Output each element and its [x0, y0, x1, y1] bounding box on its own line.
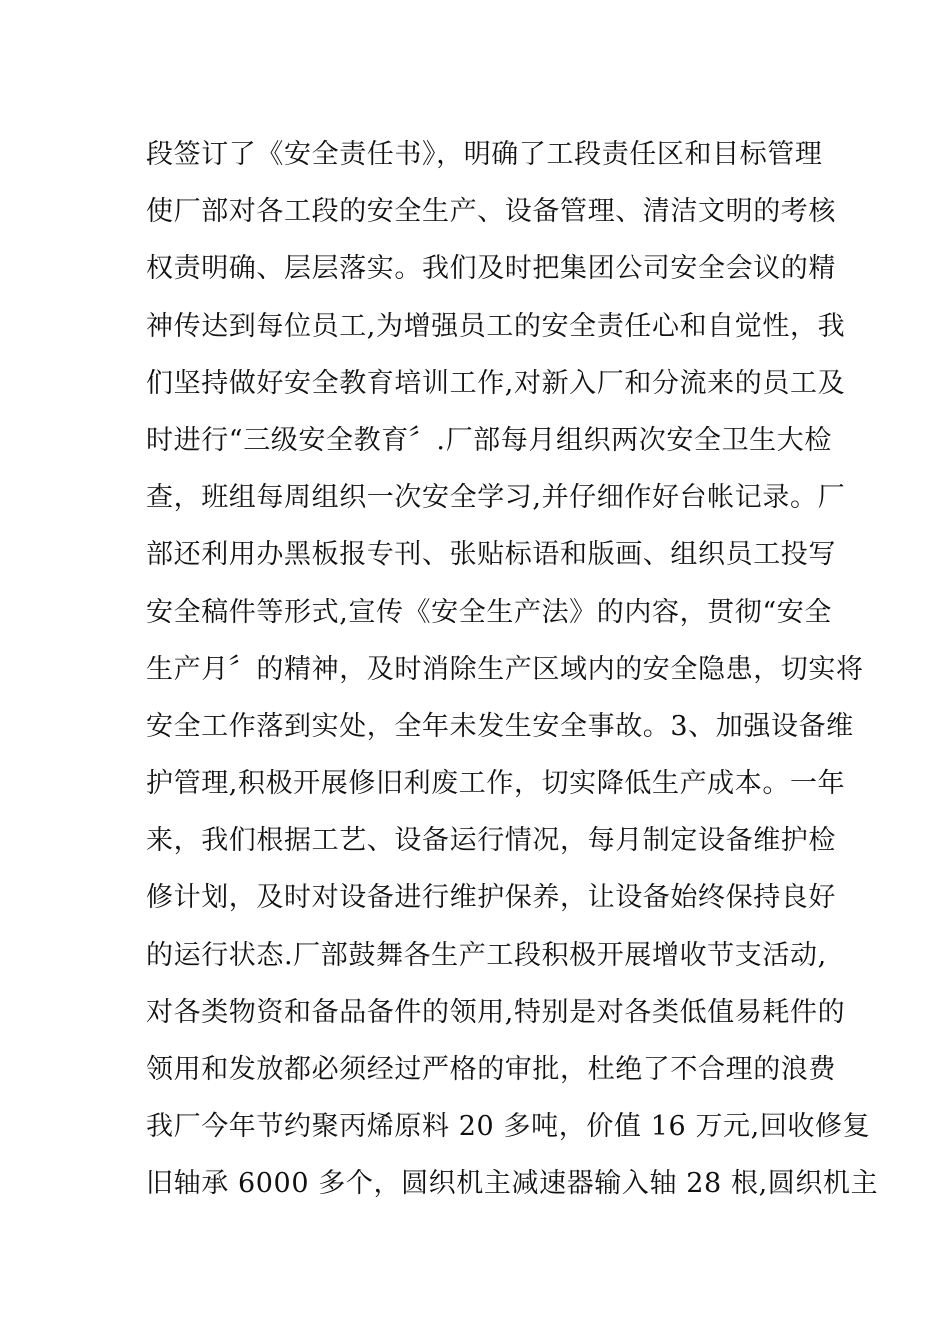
text-line: 旧轴承 6000 多个，圆织机主减速器输入轴 28 根,圆织机主 — [146, 1168, 879, 1200]
text-line: 生产月〞的精神，及时消除生产区域内的安全隐患，切实将 — [146, 653, 864, 685]
text-line: 安全工作落到实处，全年未发生安全事故。3、加强设备维 — [146, 710, 854, 742]
text-line: 修计划，及时对设备进行维护保养，让设备始终保持良好 — [146, 882, 836, 914]
text-line: 段签订了《安全责任书》，明确了工段责任区和目标管理 — [146, 139, 823, 170]
text-line: 领用和发放都必须经过严格的审批，杜绝了不合理的浪费 — [146, 1054, 836, 1085]
text-line: 们坚持做好安全教育培训工作,对新入厂和分流来的员工及 — [146, 367, 846, 399]
text-line: 护管理,积极开展修旧利废工作，切实降低生产成本。一年 — [146, 768, 846, 800]
text-line: 对各类物资和备品备件的领用,特别是对各类低值易耗件的 — [146, 996, 846, 1028]
text-line: 来，我们根据工艺、设备运行情况，每月制定设备维护检 — [146, 825, 836, 857]
text-line: 部还利用办黑板报专刊、张贴标语和版画、组织员工投写 — [146, 539, 836, 571]
text-line: 我厂今年节约聚丙烯原料 20 多吨，价值 16 万元,回收修复 — [146, 1111, 871, 1143]
text-line: 使厂部对各工段的安全生产、设备管理、清洁文明的考核 — [146, 196, 836, 228]
text-line: 神传达到每位员工,为增强员工的安全责任心和自觉性，我 — [146, 310, 846, 342]
text-line: 查，班组每周组织一次安全学习,并仔细作好台帐记录。厂 — [146, 482, 846, 514]
text-line: 安全稿件等形式,宣传《安全生产法》的内容，贯彻“安全 — [146, 596, 832, 628]
body-text — [146, 126, 879, 1213]
text-line: 权责明确、层层落实。我们及时把集团公司安全会议的精 — [146, 253, 836, 285]
text-line: 时进行“三级安全教育〞.厂部每月组织两次安全卫生大检 — [146, 424, 832, 456]
text-line: 的运行状态.厂部鼓舞各生产工段积极开展增收节支活动, — [146, 939, 827, 971]
